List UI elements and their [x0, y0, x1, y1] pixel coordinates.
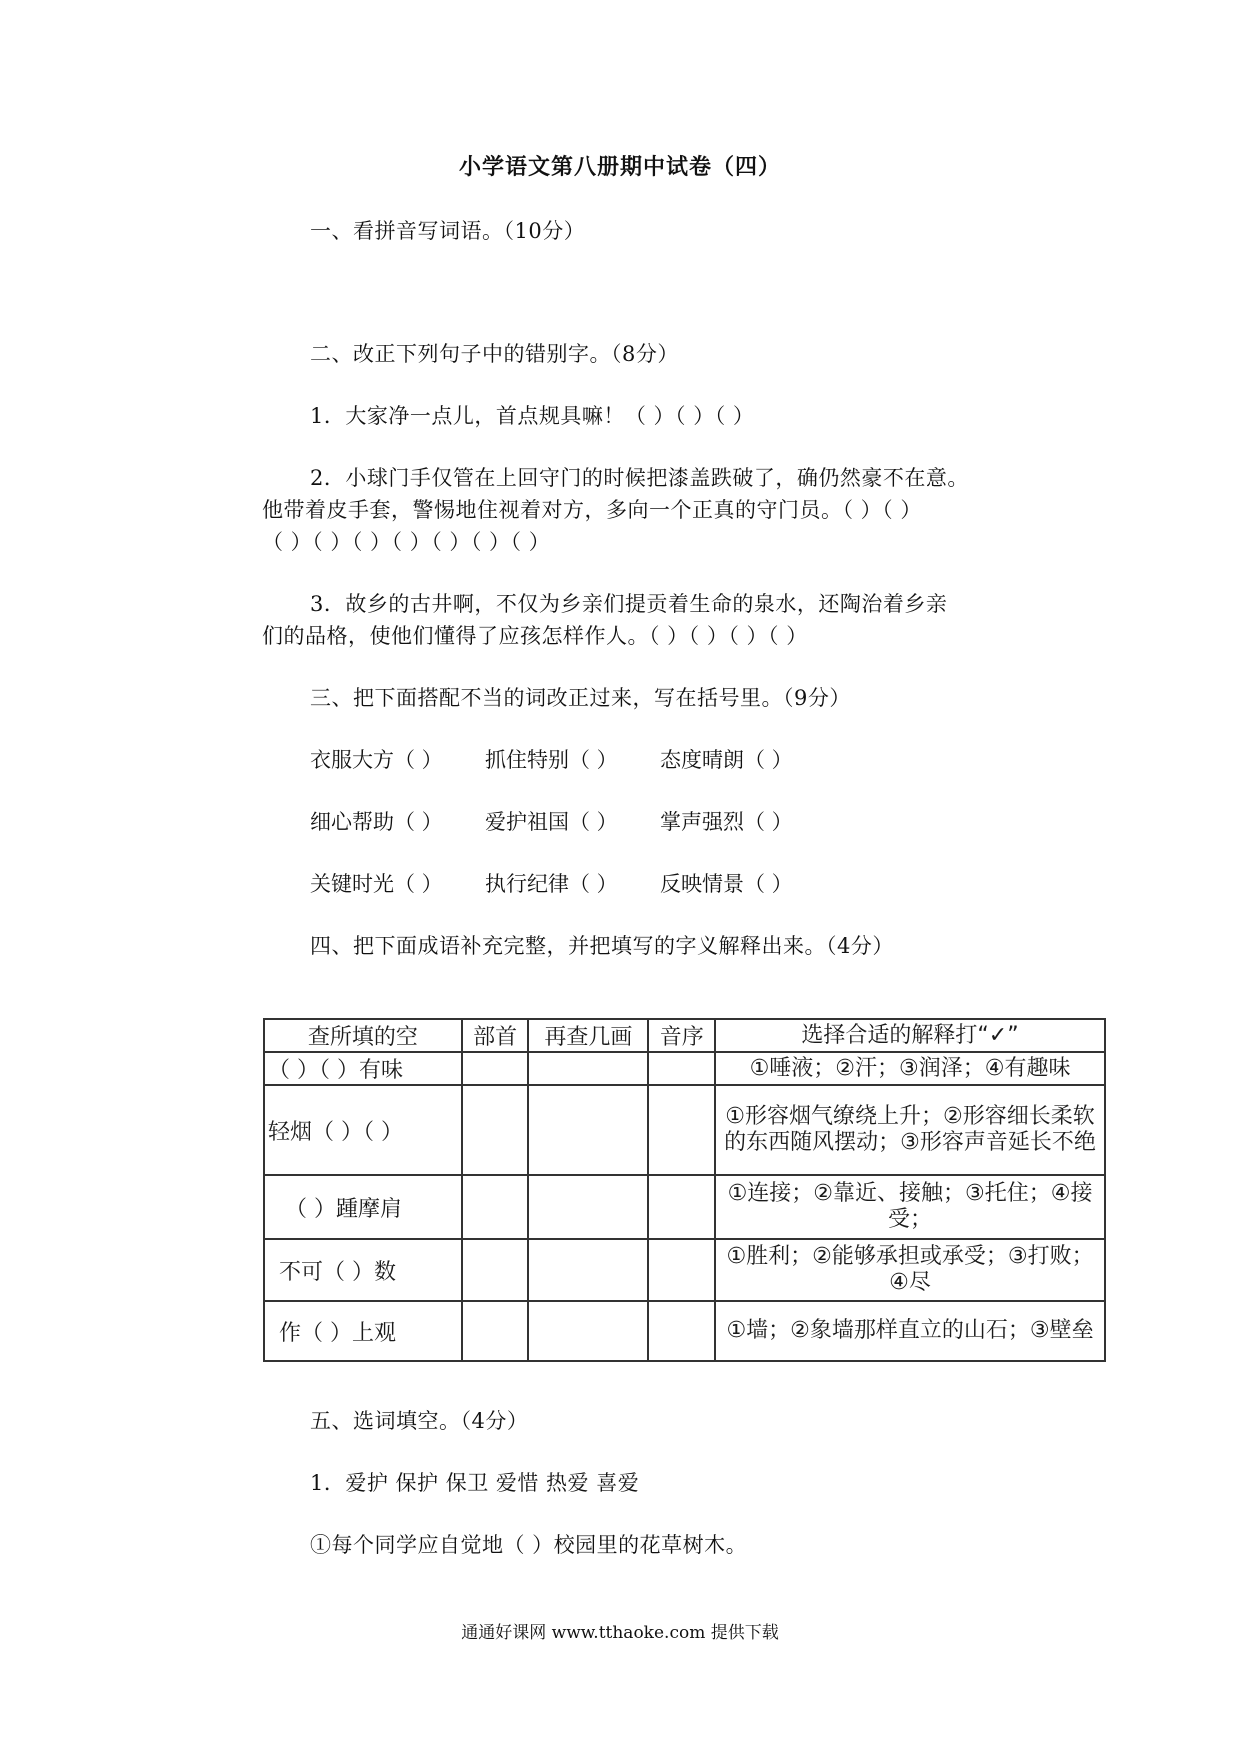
blank-cell[interactable]	[528, 1175, 648, 1239]
item-cell: 轻烟（ ）（ ）	[264, 1085, 462, 1175]
explain-cell: ①墙；②象墙那样直立的山石；③壁垒	[715, 1301, 1105, 1361]
table-header-row	[264, 1019, 1105, 1052]
question-5-1-choices: 1．爱护 保护 保卫 爱惜 热爱 喜爱	[310, 1471, 640, 1495]
question-2-2-line3: （ ）（ ）（ ）（ ）（ ）（ ）（ ）	[262, 530, 551, 554]
header-cell: 音序	[648, 1019, 715, 1052]
header-cell: 查所填的空	[264, 1019, 462, 1052]
section-4-heading: 四、把下面成语补充完整，并把填写的字义解释出来。（4分）	[310, 934, 894, 958]
question-2-3-line2: 们的品格，使他们懂得了应孩怎样作人。（ ）（ ）（ ）（ ）	[262, 624, 808, 648]
blank-cell[interactable]	[528, 1052, 648, 1085]
item-cell: 作（ ）上观	[264, 1301, 462, 1361]
section-3-heading: 三、把下面搭配不当的词改正过来，写在括号里。（9分）	[310, 686, 851, 710]
table-row	[264, 1175, 1105, 1239]
item-cell: 不可（ ）数	[264, 1239, 462, 1301]
explain-cell: ①唾液；②汗；③润泽；④有趣味	[715, 1052, 1105, 1085]
page-title: 小学语文第八册期中试卷（四）	[458, 154, 781, 180]
word-item: 关键时光（ ）	[310, 872, 443, 896]
table-row	[264, 1239, 1105, 1301]
section-1-heading: 一、看拼音写词语。（10分）	[310, 219, 586, 243]
word-row-1	[310, 744, 835, 774]
header-cell: 部首	[462, 1019, 529, 1052]
word-row-3	[310, 868, 835, 898]
blank-cell[interactable]	[648, 1085, 715, 1175]
blank-cell[interactable]	[648, 1239, 715, 1301]
question-2-3-line1: 3．故乡的古井啊，不仅为乡亲们提贡着生命的泉水，还陶治着乡亲	[310, 592, 948, 616]
question-5-1-1: ①每个同学应自觉地（ ）校园里的花草树木。	[310, 1533, 748, 1557]
blank-cell[interactable]	[648, 1175, 715, 1239]
header-cell: 选择合适的解释打“✓”	[715, 1019, 1105, 1052]
blank-cell[interactable]	[462, 1301, 529, 1361]
section-2-heading: 二、改正下列句子中的错别字。（8分）	[310, 342, 679, 366]
explain-cell: ①连接；②靠近、接触；③托住；④接受；	[715, 1175, 1105, 1239]
table-row	[264, 1301, 1105, 1361]
blank-cell[interactable]	[462, 1052, 529, 1085]
question-2-2-line2: 他带着皮手套，警惕地住视着对方，多向一个正真的守门员。（ ）（ ）	[262, 498, 922, 522]
word-item: 爱护祖国（ ）	[485, 810, 618, 834]
item-cell: （ ）踵摩肩	[264, 1175, 462, 1239]
blank-cell[interactable]	[648, 1052, 715, 1085]
word-item: 掌声强烈（ ）	[660, 810, 793, 834]
blank-cell[interactable]	[528, 1239, 648, 1301]
question-2-1: 1．大家净一点儿，首点规具嘛！（ ）（ ）（ ）	[310, 404, 755, 428]
blank-cell[interactable]	[462, 1239, 529, 1301]
word-row-2	[310, 806, 835, 836]
word-item: 反映情景（ ）	[660, 872, 793, 896]
explain-cell: ①形容烟气缭绕上升；②形容细长柔软的东西随风摆动；③形容声音延长不绝	[715, 1085, 1105, 1175]
word-item: 执行纪律（ ）	[485, 872, 618, 896]
blank-cell[interactable]	[648, 1301, 715, 1361]
footer-credit: 通通好课网 www.tthaoke.com 提供下载	[461, 1623, 779, 1643]
blank-cell[interactable]	[462, 1175, 529, 1239]
table-row	[264, 1052, 1105, 1085]
word-item: 衣服大方（ ）	[310, 748, 443, 772]
section-5-heading: 五、选词填空。（4分）	[310, 1409, 529, 1433]
word-item: 细心帮助（ ）	[310, 810, 443, 834]
blank-cell[interactable]	[528, 1301, 648, 1361]
blank-cell[interactable]	[462, 1085, 529, 1175]
table-row	[264, 1085, 1105, 1175]
header-cell: 再查几画	[528, 1019, 648, 1052]
word-item: 态度晴朗（ ）	[660, 748, 793, 772]
blank-cell[interactable]	[528, 1085, 648, 1175]
explain-cell: ①胜利；②能够承担或承受；③打败；④尽	[715, 1239, 1105, 1301]
idiom-table	[263, 1018, 1106, 1362]
item-cell: （ ）（ ）有味	[264, 1052, 462, 1085]
word-item: 抓住特别（ ）	[485, 748, 618, 772]
question-2-2-line1: 2．小球门手仅管在上回守门的时候把漆盖跌破了，确仍然豪不在意。	[310, 466, 969, 490]
